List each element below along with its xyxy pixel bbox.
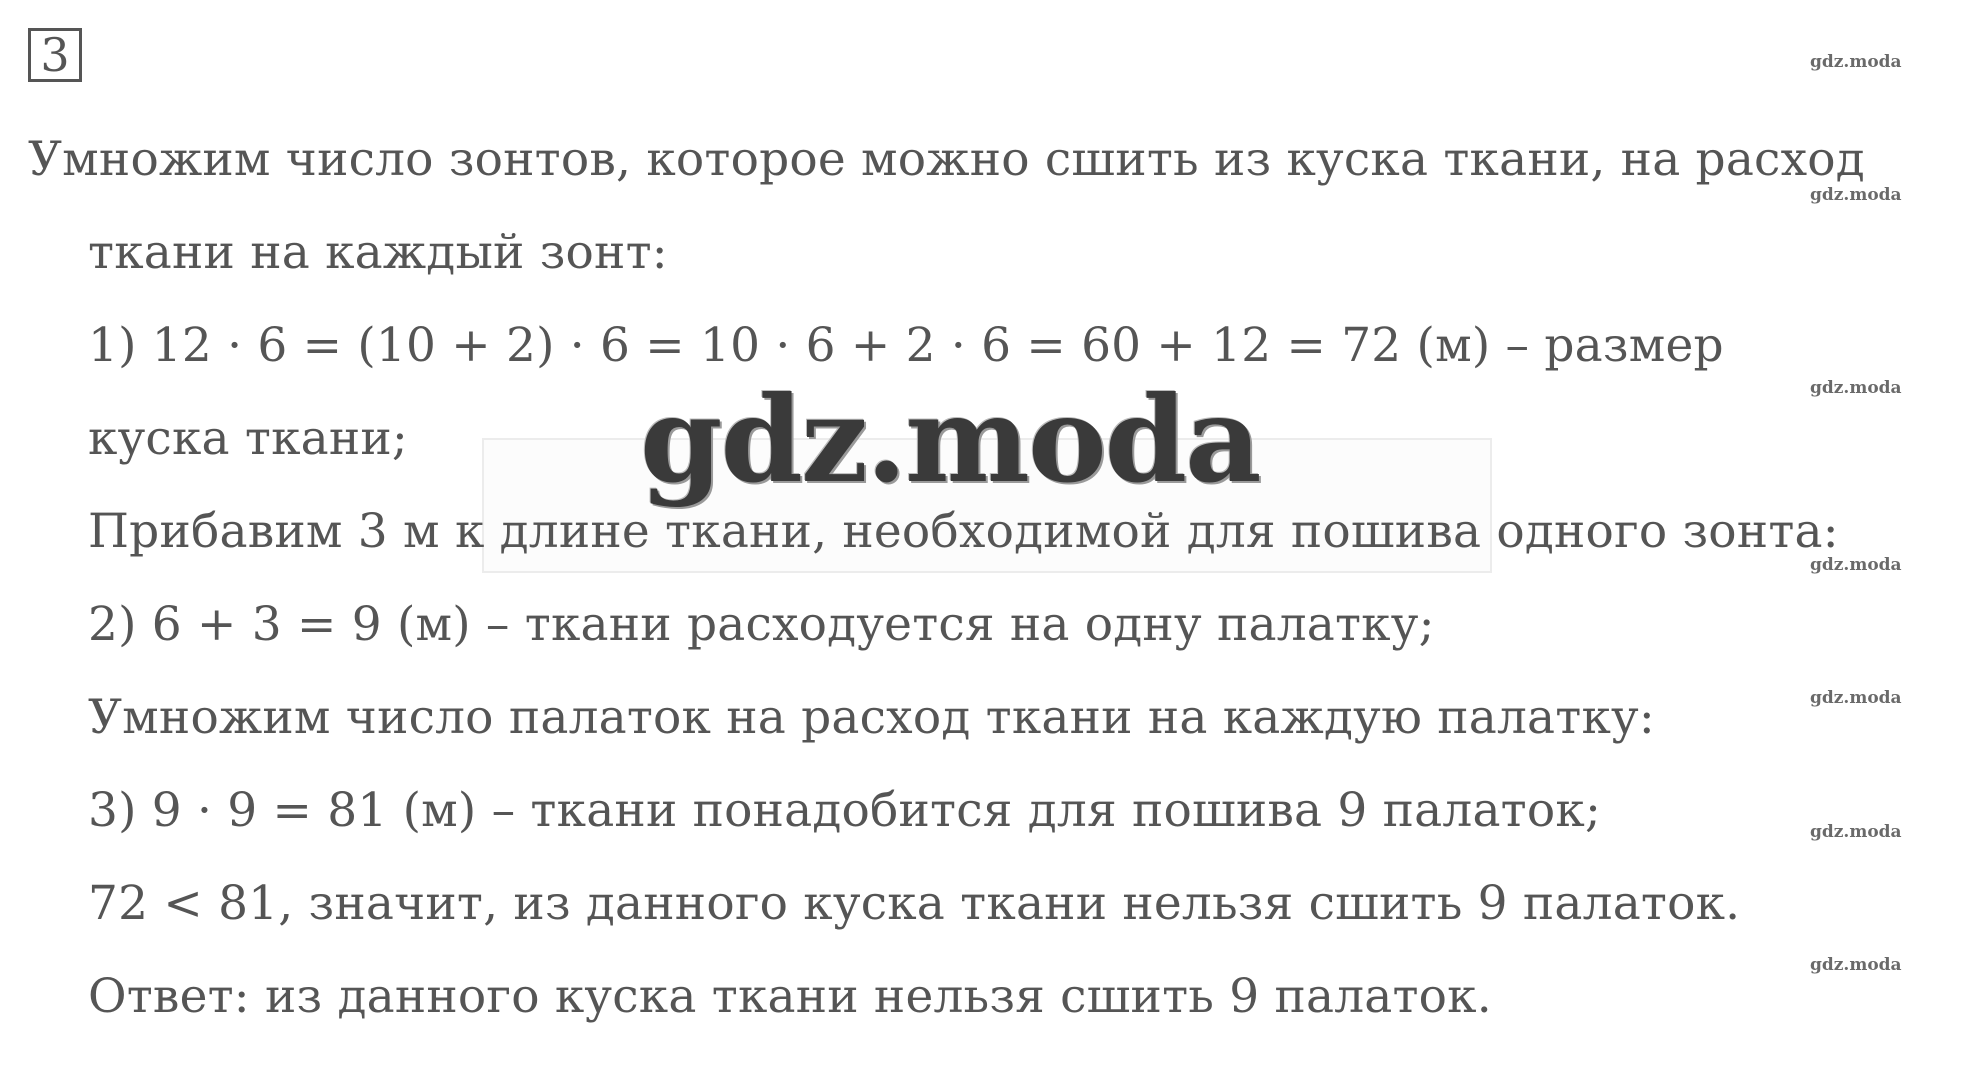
solution-line-6: 2) 6 + 3 = 9 (м) – ткани расходуется на одну палатку; [88, 597, 1435, 652]
solution-line-8: 3) 9 · 9 = 81 (м) – ткани понадобится для пошива 9 палаток; [88, 783, 1601, 838]
watermark-large: gdz.moda [640, 370, 1260, 509]
task-number: 3 [40, 28, 70, 82]
solution-line-5: Прибавим 3 м к длине ткани, необходимой для пошива одного зонта: [88, 504, 1839, 559]
solution-line-1: Умножим число зонтов, которое можно сшить из куска ткани, на расход [28, 132, 1865, 187]
watermark-small-4: gdz.moda [1810, 555, 1902, 575]
solution-line-9: 72 < 81, значит, из данного куска ткани нельзя сшить 9 палаток. [88, 876, 1741, 931]
watermark-small-2: gdz.moda [1810, 185, 1902, 205]
watermark-small-6: gdz.moda [1810, 822, 1902, 842]
solution-line-7: Умножим число палаток на расход ткани на каждую палатку: [88, 690, 1655, 745]
solution-line-10: Ответ: из данного куска ткани нельзя сшить 9 палаток. [88, 969, 1492, 1024]
solution-line-2: ткани на каждый зонт: [88, 225, 668, 280]
watermark-small-3: gdz.moda [1810, 378, 1902, 398]
solution-line-3: 1) 12 · 6 = (10 + 2) · 6 = 10 · 6 + 2 · 6 = 60 + 12 = 72 (м) – размер [88, 318, 1724, 373]
task-number-box [28, 28, 82, 82]
watermark-small-5: gdz.moda [1810, 688, 1902, 708]
watermark-small-1: gdz.moda [1810, 52, 1902, 72]
solution-line-4: куска ткани; [88, 411, 408, 466]
watermark-small-7: gdz.moda [1810, 955, 1902, 975]
